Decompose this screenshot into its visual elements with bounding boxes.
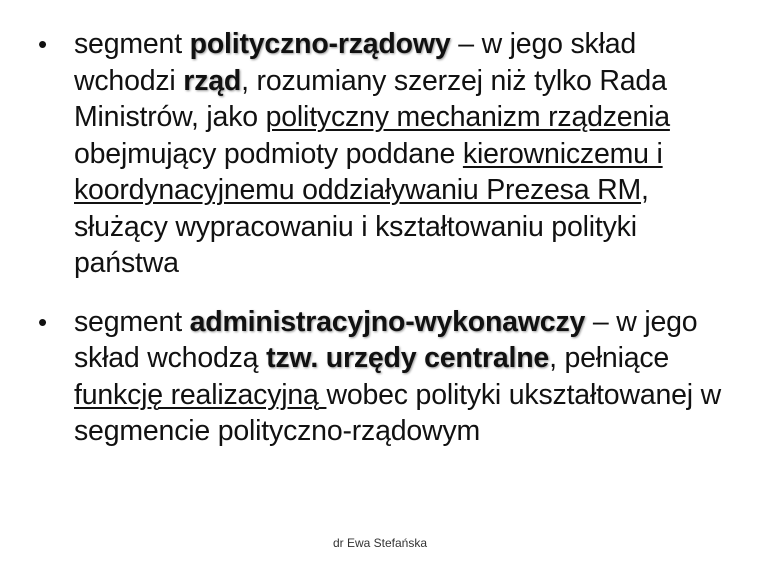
text-run: – w jego skład wchodzą [74,305,698,374]
highlighted-term: rząd [183,64,242,97]
highlighted-term: tzw. urzędy centralne [266,342,550,374]
footer-author: dr Ewa Stefańska [332,536,428,550]
text-run: – w jego skład wchodzi [74,28,637,97]
underlined-phrase: polityczny mechanizm rządzenia [265,101,670,133]
bullet-item-government-segment [38,26,728,282]
underlined-phrase: funkcję realizacyjną [74,378,327,411]
text-run: , pełniące [549,342,670,374]
bullet-item-administrative-segment [38,304,728,450]
text-run: obejmujący podmioty poddane [74,137,463,170]
underlined-phrase: kierowniczemu i koordynacyjnemu oddziaływaniu Prezesa RM [74,137,663,206]
highlighted-term: polityczno-rządowy [189,28,451,60]
bullet-icon: • [38,306,47,337]
bullet-icon: • [38,29,47,59]
text-run: , służący wypracowaniu i kształtowaniu polityki państwa [74,174,649,279]
text-run: wobec polityki ukształtowanej w segmencie polityczno-rządowym [74,378,722,447]
highlighted-term: administracyjno-wykonawczy [189,305,586,338]
text-run: segment [74,305,190,338]
text-run: , rozumiany szerzej niż tylko Rada Ministrów, jako [74,64,667,133]
text-run: segment [74,28,190,60]
bullet-list [38,26,728,450]
